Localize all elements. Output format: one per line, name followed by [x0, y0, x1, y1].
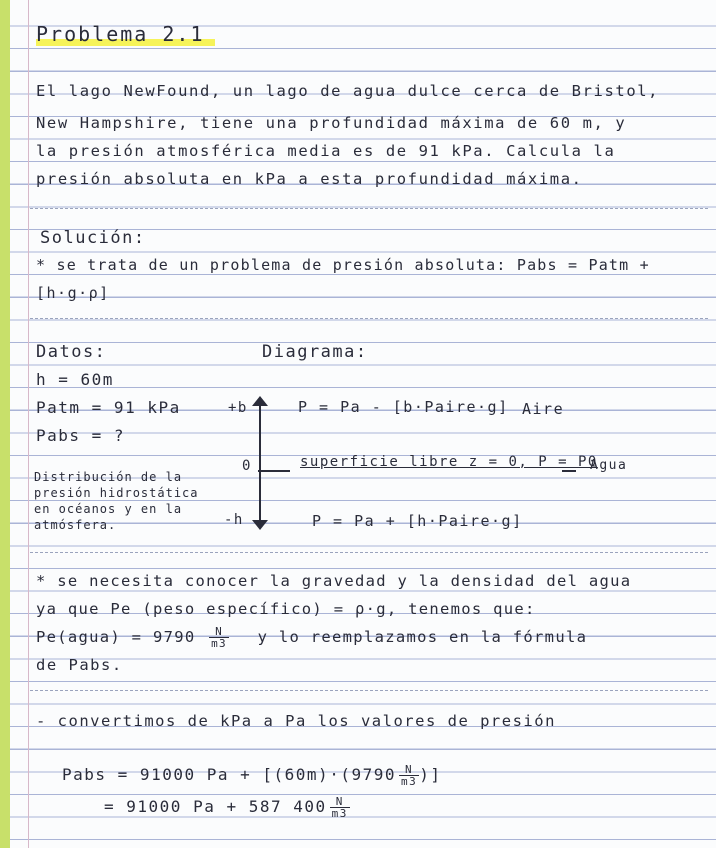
solucion-heading: Solución:	[40, 228, 146, 248]
specific-weight-value: Pe(agua) = 9790	[36, 628, 196, 646]
problem-line-4: presión absoluta en kPa a esta profundidad máxima.	[36, 170, 583, 188]
explanation-line-1: * se necesita conocer la gravedad y la densidad del agua	[36, 572, 632, 590]
calc-unit-denominator: m3	[400, 775, 418, 788]
datos-note-line-3: en océanos y en la	[34, 502, 183, 516]
equation-air: P = Pa - [b·Paire·g]	[298, 398, 509, 416]
datos-note-line-4: atmósfera.	[34, 518, 117, 532]
calc-line-2-unit-fraction	[330, 796, 350, 819]
datos-item-h: h = 60m	[36, 370, 114, 389]
axis-arrow-up-icon	[252, 396, 268, 406]
calc-line-2	[104, 796, 350, 819]
margin-line	[28, 0, 29, 848]
calc-unit-fraction	[399, 764, 419, 787]
section-divider	[30, 552, 708, 554]
unit-numerator: N	[209, 626, 229, 638]
datos-note-line-2: presión hidrostática	[34, 486, 199, 500]
section-divider	[30, 690, 708, 692]
equation-water: P = Pa + [h·Paire·g]	[312, 512, 523, 530]
solucion-line-2: [h·g·ρ]	[36, 284, 110, 302]
depth-axis	[259, 402, 261, 526]
zero-tick	[258, 470, 290, 472]
axis-arrow-down-icon	[252, 520, 268, 530]
page-title: Problema 2.1	[36, 22, 215, 46]
unit-fraction	[209, 626, 229, 649]
calc-line-1-end: )]	[419, 765, 442, 784]
problem-line-1: El lago NewFound, un lago de agua dulce cerca de Bristol,	[36, 82, 660, 100]
calc-line-2-unit-denominator: m3	[331, 807, 348, 820]
diagrama-heading: Diagrama:	[262, 342, 368, 362]
datos-note-line-1: Distribución de la	[34, 470, 183, 484]
medium-water-label: Agua	[590, 458, 628, 473]
medium-air-label: Aire	[522, 400, 565, 418]
section-divider	[30, 318, 708, 320]
explanation-line-4: de Pabs.	[36, 656, 123, 674]
calc-unit-numerator: N	[399, 764, 419, 776]
datos-item-pabs: Pabs = ?	[36, 426, 126, 445]
axis-label-zero: 0	[242, 458, 252, 474]
calc-line-2-unit-numerator: N	[330, 796, 350, 808]
unit-denominator: m3	[211, 637, 227, 650]
equation-surface: superficie libre z = 0, P = P0	[300, 454, 598, 470]
datos-heading: Datos:	[36, 342, 107, 362]
axis-label-minus-h: -h	[224, 512, 244, 528]
explanation-line-3	[36, 626, 587, 649]
surface-dash	[562, 470, 576, 472]
calc-line-2-start: = 91000 Pa + 587 400	[104, 797, 327, 816]
calc-line-1-start: Pabs = 91000 Pa + [(60m)·(9790	[62, 765, 396, 784]
binding-strip	[0, 0, 10, 848]
datos-item-patm: Patm = 91 kPa	[36, 398, 181, 417]
conversion-note: - convertimos de kPa a Pa los valores de presión	[36, 712, 556, 730]
calc-line-1	[62, 764, 442, 787]
section-divider	[30, 208, 708, 210]
solucion-line-1: * se trata de un problema de presión absoluta: Pabs = Patm +	[36, 256, 650, 274]
explanation-line-2: ya que Pe (peso específico) = ρ·g, tenemos que:	[36, 600, 536, 618]
problem-line-2: New Hampshire, tiene una profundidad máxima de 60 m, y	[36, 114, 627, 132]
problem-line-3: la presión atmosférica media es de 91 kPa. Calcula la	[36, 142, 616, 160]
explanation-line-3-rest: y lo reemplazamos en la fórmula	[257, 628, 588, 646]
axis-label-plus-b: +b	[228, 400, 248, 416]
